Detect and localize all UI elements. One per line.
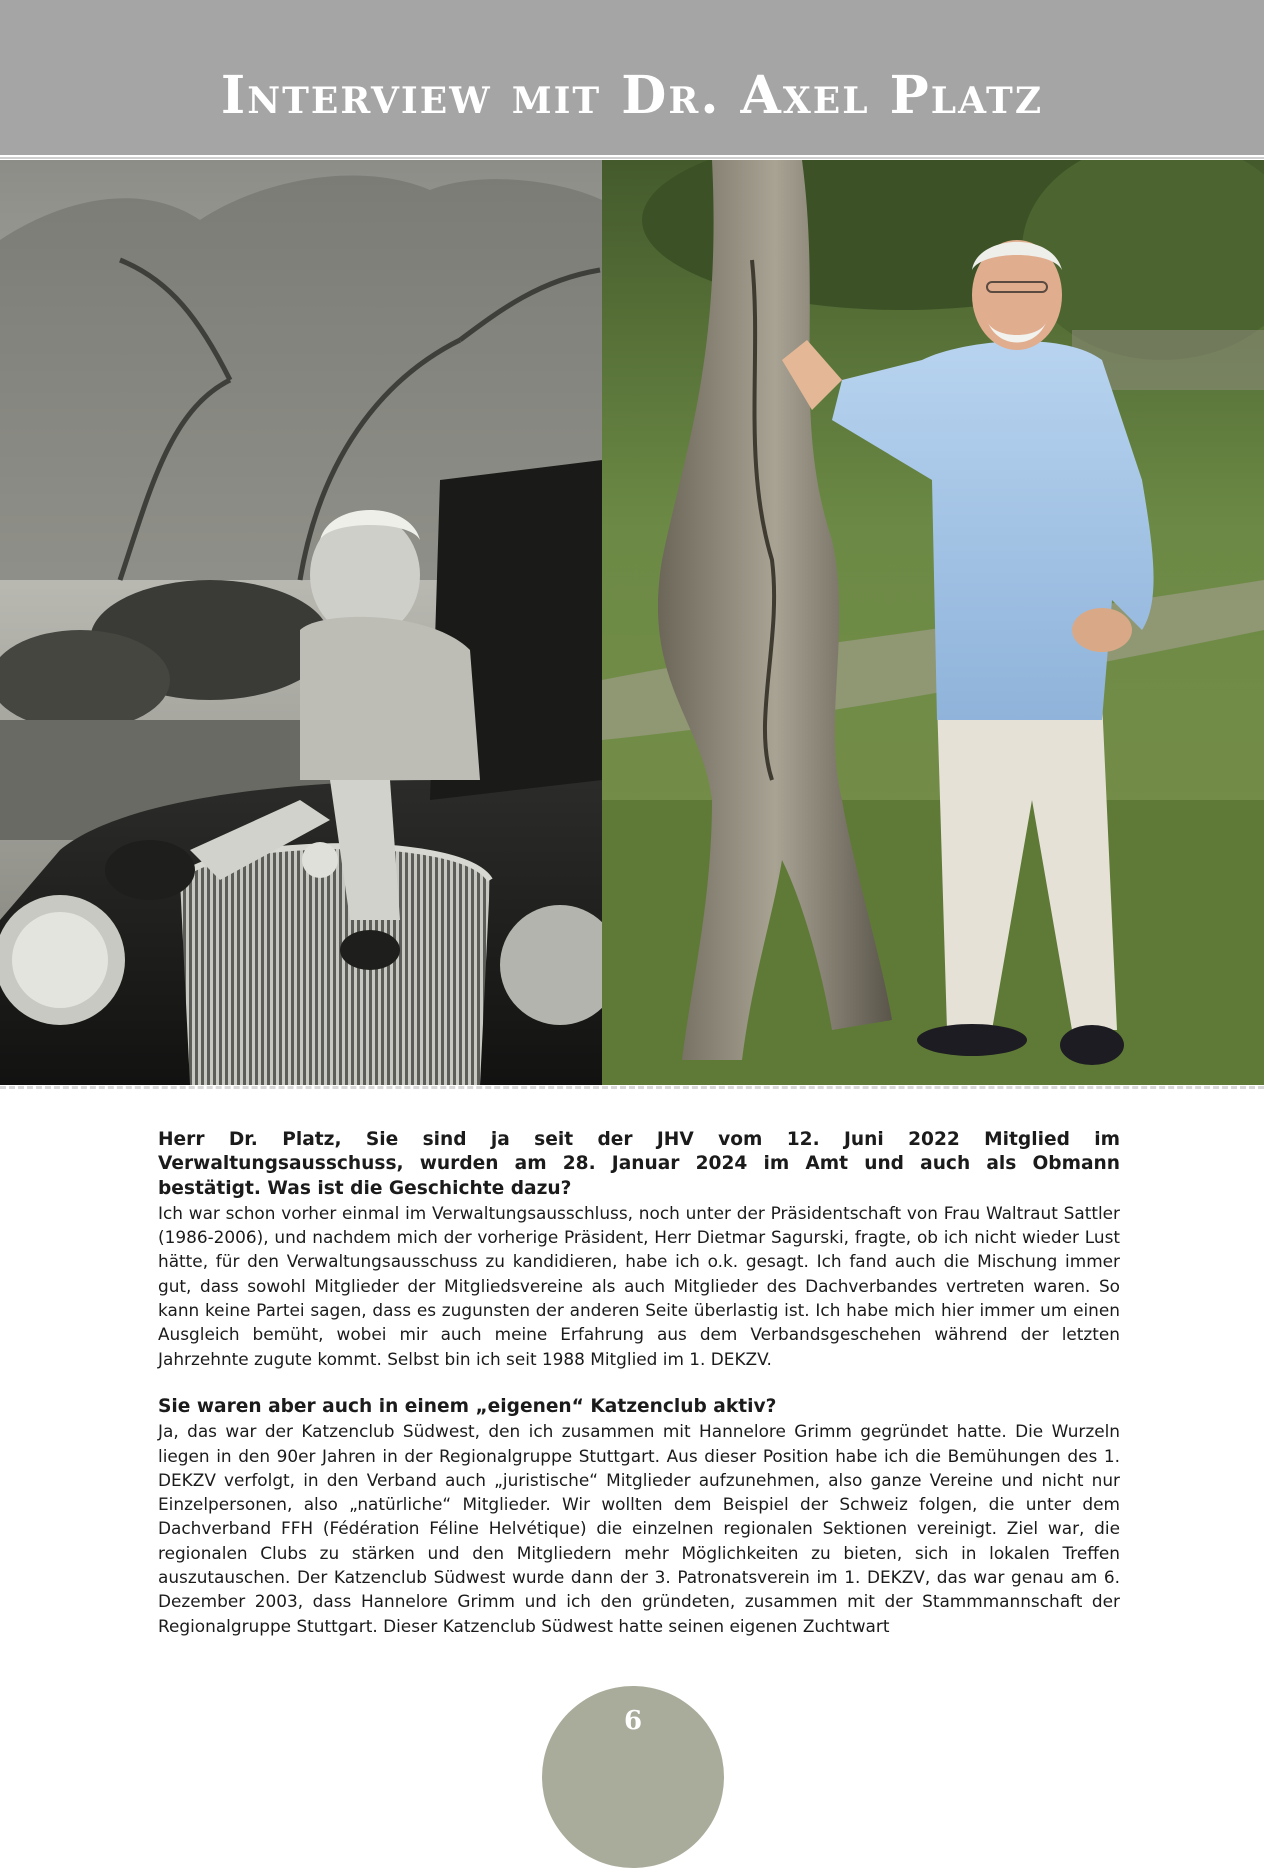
- page-title: Interview mit Dr. Axel Platz: [220, 65, 1044, 126]
- interview-article: [158, 1128, 1120, 1638]
- interview-answer: Ja, das war der Katzenclub Südwest, den ich zusammen mit Hannelore Grimm gegründet hatte. Die Wurzeln liegen in den 90er Jahren in der Regionalgruppe Stuttgart. Aus dieser Position habe ich die Bemühungen des 1. DEKZV verfolgt, in den Verband auch „juristische“ Mitglieder aufzunehmen, also ganze Vereine und nicht nur Einzelpersonen, also „natürliche“ Mitglieder. Wir wollten dem Beispiel der Schweiz folgen, die unter dem Dachverband FFH (Fédération Féline Helvétique) die einzelnen regionalen Sektionen vereinigt. Ziel war, die regionalen Clubs zu stärken und den Mitgliedern mehr Möglichkeiten zu bieten, sich in lokalen Treffen auszutauschen. Der Katzenclub Südwest wurde dann der 3. Patronatsverein im 1. DEKZV, das war genau am 6. Dezember 2003, dass Hannelore Grimm und ich den gründeten, zusammen mit der Stammmannschaft der Regionalgruppe Stuttgart. Dieser Katzenclub Südwest hatte seinen eigenen Zuchtwart: [158, 1421, 1120, 1636]
- interview-question: Herr Dr. Platz, Sie sind ja seit der JHV vom 12. Juni 2022 Mitglied im Verwaltungsausschuss, wurden am 28. Januar 2024 im Amt und auch als Obmann bestätigt. Was ist die Geschichte dazu?: [158, 1129, 1120, 1199]
- page-number: 6: [623, 1706, 643, 1736]
- photo-man-at-tree: [602, 160, 1264, 1085]
- photo-dashed-divider: [0, 1086, 1264, 1089]
- interview-answer: Ich war schon vorher einmal im Verwaltungsausschluss, noch unter der Präsidentschaft von Frau Waltraut Sattler (1986-2006), und nachdem mich der vorherige Präsident, Herr Dietmar Sagurski, fragte, ob ich nicht wieder Lust hätte, für den Verwaltungsausschuss zu kandidieren, habe ich o.k. gesagt. Ich fand auch die Mischung immer gut, dass sowohl Mitglieder der Mitgliedsvereine als auch Mitglieder des Dachverbandes vertreten waren. So kann keine Partei sagen, dass es zugunsten der anderen Seite überlastig ist. Ich habe mich hier immer um einen Ausgleich bemüht, wobei mir auch meine Erfahrung aus dem Verbandsgeschehen während der letzten Jahrzehnte zugute kommt. Selbst bin ich seit 1988 Mitglied im 1. DEKZV.: [158, 1202, 1120, 1369]
- interview-question: Sie waren aber auch in einem „eigenen“ Katzenclub aktiv?: [158, 1395, 777, 1417]
- header-divider: [0, 157, 1264, 159]
- paragraph-gap: [158, 1371, 1120, 1395]
- photo-child-on-car: [0, 160, 602, 1085]
